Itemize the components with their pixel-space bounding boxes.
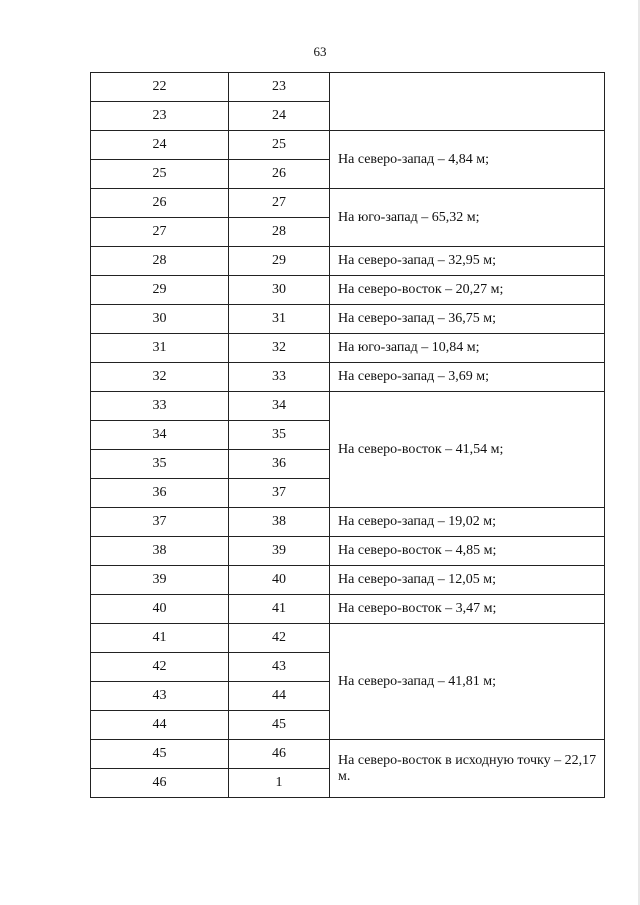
point-from: 37 [91, 508, 229, 537]
table-row [91, 363, 605, 392]
point-from: 36 [91, 479, 229, 508]
point-from: 39 [91, 566, 229, 595]
point-from: 33 [91, 392, 229, 421]
point-from: 31 [91, 334, 229, 363]
table-row [91, 305, 605, 334]
point-from: 30 [91, 305, 229, 334]
page-number: 63 [313, 44, 327, 59]
point-from: 41 [91, 624, 229, 653]
point-from: 22 [91, 73, 229, 102]
boundary-table [90, 72, 605, 798]
table-row [91, 624, 605, 653]
point-to: 23 [229, 73, 330, 102]
point-from: 35 [91, 450, 229, 479]
point-from: 27 [91, 218, 229, 247]
point-from: 23 [91, 102, 229, 131]
direction-cell: На северо-восток – 20,27 м; [330, 276, 605, 305]
point-to: 25 [229, 131, 330, 160]
direction-cell: На северо-запад – 12,05 м; [330, 566, 605, 595]
point-to: 39 [229, 537, 330, 566]
point-to: 42 [229, 624, 330, 653]
direction-cell: На северо-восток – 3,47 м; [330, 595, 605, 624]
table-row [91, 334, 605, 363]
table-row [91, 247, 605, 276]
point-to: 33 [229, 363, 330, 392]
point-to: 26 [229, 160, 330, 189]
direction-cell: На северо-восток – 4,85 м; [330, 537, 605, 566]
point-from: 46 [91, 769, 229, 798]
direction-cell: На северо-запад – 32,95 м; [330, 247, 605, 276]
point-to: 29 [229, 247, 330, 276]
direction-cell: На северо-запад – 3,69 м; [330, 363, 605, 392]
direction-cell: На юго-запад – 10,84 м; [330, 334, 605, 363]
point-to: 1 [229, 769, 330, 798]
point-from: 34 [91, 421, 229, 450]
point-to: 38 [229, 508, 330, 537]
point-to: 31 [229, 305, 330, 334]
direction-cell: На северо-запад – 19,02 м; [330, 508, 605, 537]
point-from: 28 [91, 247, 229, 276]
point-to: 27 [229, 189, 330, 218]
point-to: 40 [229, 566, 330, 595]
table-row [91, 189, 605, 218]
point-from: 42 [91, 653, 229, 682]
point-to: 28 [229, 218, 330, 247]
point-from: 25 [91, 160, 229, 189]
point-to: 35 [229, 421, 330, 450]
point-to: 37 [229, 479, 330, 508]
point-to: 43 [229, 653, 330, 682]
table-row [91, 595, 605, 624]
table-row [91, 537, 605, 566]
table-row [91, 131, 605, 160]
point-from: 40 [91, 595, 229, 624]
direction-cell: На северо-восток – 41,54 м; [330, 392, 605, 508]
point-from: 38 [91, 537, 229, 566]
point-to: 44 [229, 682, 330, 711]
point-to: 46 [229, 740, 330, 769]
table-row [91, 740, 605, 769]
point-to: 34 [229, 392, 330, 421]
point-to: 45 [229, 711, 330, 740]
point-from: 29 [91, 276, 229, 305]
point-to: 41 [229, 595, 330, 624]
direction-cell [330, 73, 605, 131]
point-from: 44 [91, 711, 229, 740]
point-to: 32 [229, 334, 330, 363]
point-from: 32 [91, 363, 229, 392]
point-from: 26 [91, 189, 229, 218]
direction-cell: На северо-восток в исходную точку – 22,17 м. [330, 740, 605, 798]
point-to: 24 [229, 102, 330, 131]
point-from: 24 [91, 131, 229, 160]
direction-cell: На юго-запад – 65,32 м; [330, 189, 605, 247]
point-from: 43 [91, 682, 229, 711]
point-to: 36 [229, 450, 330, 479]
point-to: 30 [229, 276, 330, 305]
table-row [91, 276, 605, 305]
point-from: 45 [91, 740, 229, 769]
direction-cell: На северо-запад – 36,75 м; [330, 305, 605, 334]
direction-cell: На северо-запад – 41,81 м; [330, 624, 605, 740]
table-row [91, 73, 605, 102]
table-row [91, 508, 605, 537]
table-row [91, 566, 605, 595]
table-row [91, 392, 605, 421]
direction-cell: На северо-запад – 4,84 м; [330, 131, 605, 189]
